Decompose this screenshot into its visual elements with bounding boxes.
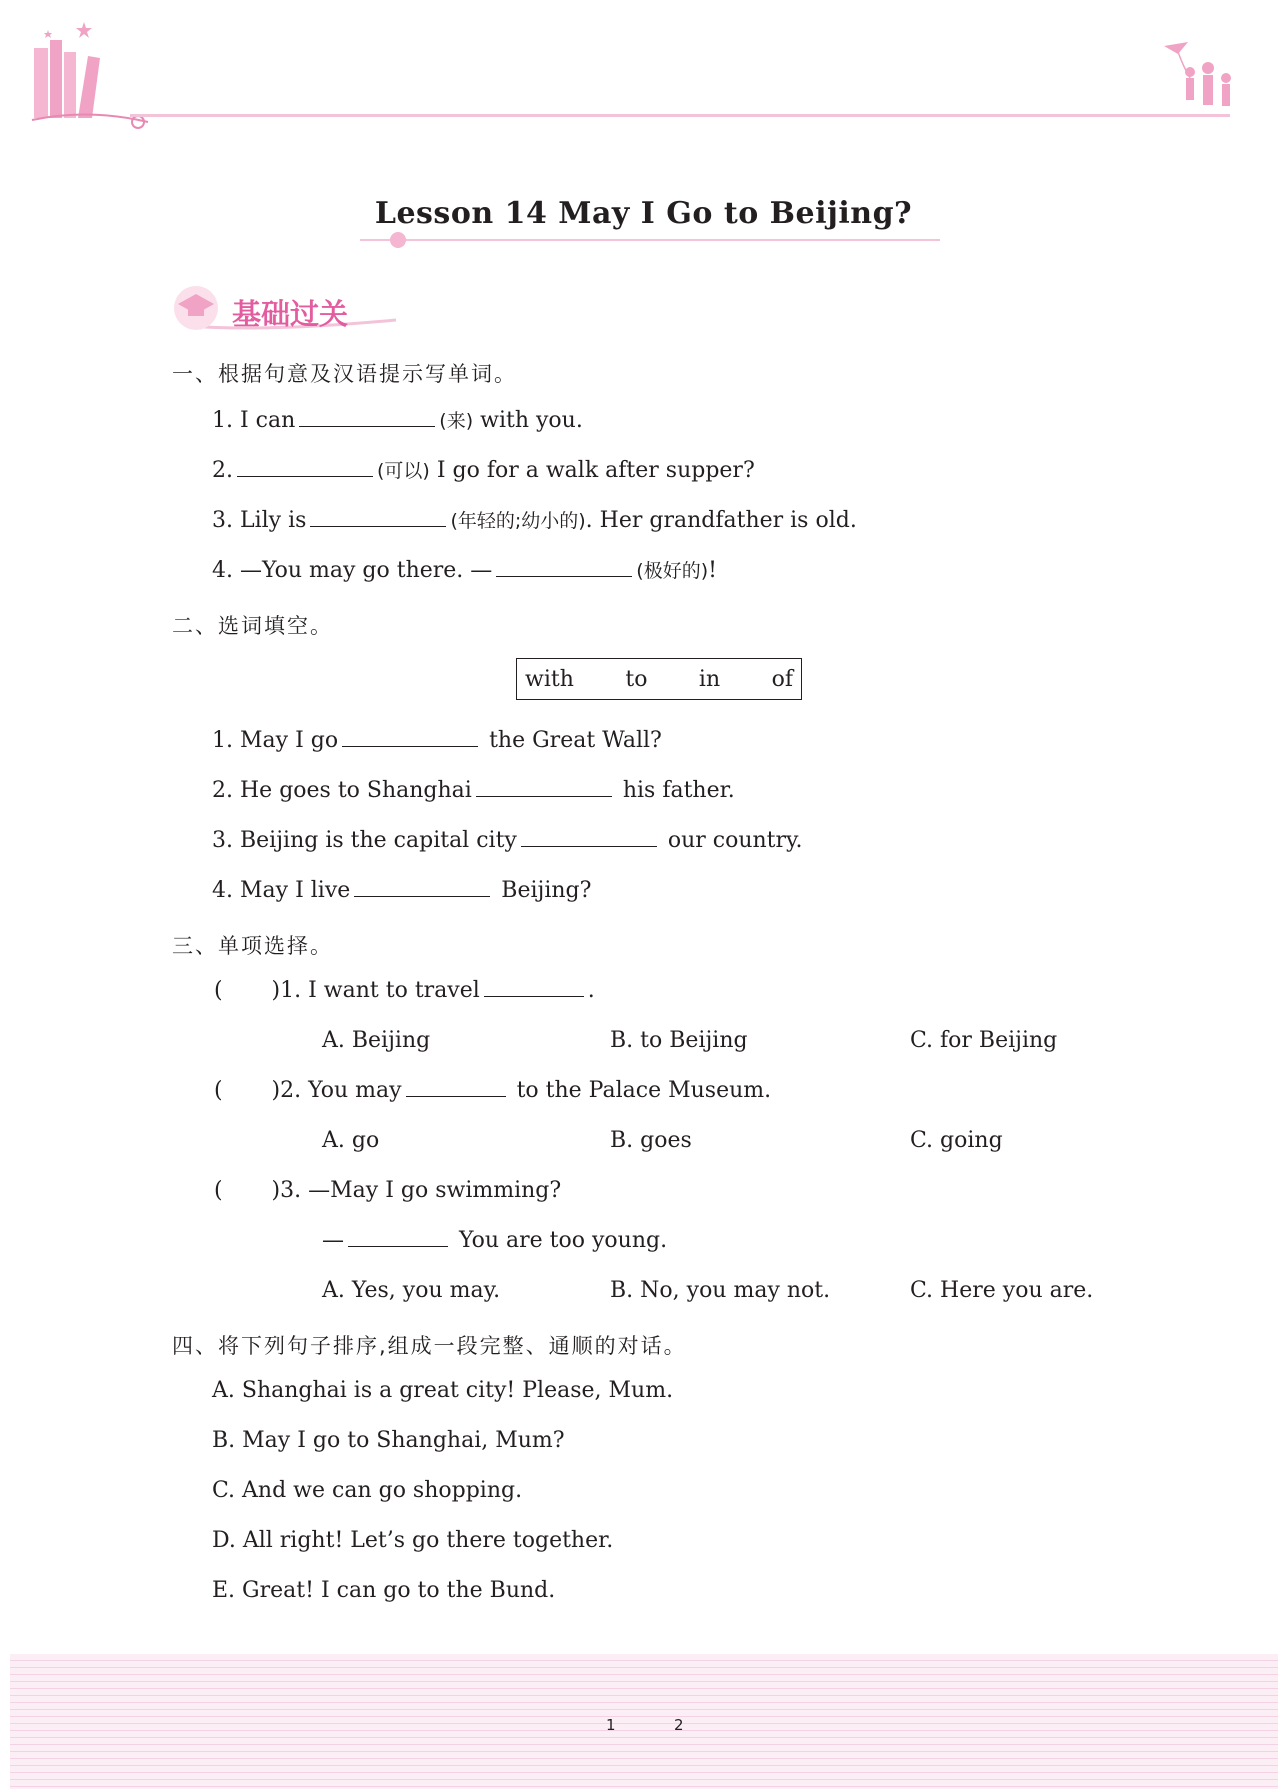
answer-blank[interactable] bbox=[310, 506, 446, 527]
part1-item-3: 3. Lily is (年轻的;幼小的). Her grandfather is old. bbox=[212, 508, 857, 533]
answer-blank[interactable] bbox=[521, 826, 657, 847]
question-2: ( )2. You may to the Palace Museum. bbox=[214, 1078, 772, 1103]
word-option: of bbox=[771, 666, 793, 692]
part2-heading: 二、选词填空。 bbox=[172, 614, 333, 638]
q3-option-a[interactable]: A. Yes, you may. bbox=[322, 1278, 501, 1303]
answer-blank[interactable] bbox=[237, 456, 373, 477]
header-line bbox=[130, 114, 1230, 117]
answer-blank[interactable] bbox=[496, 556, 632, 577]
answer-blank[interactable] bbox=[299, 406, 435, 427]
title-underline bbox=[360, 239, 940, 241]
q2-option-c[interactable]: C. going bbox=[910, 1128, 1003, 1153]
answer-blank[interactable] bbox=[406, 1076, 506, 1097]
q1-option-b[interactable]: B. to Beijing bbox=[610, 1028, 748, 1053]
q1-option-a[interactable]: A. Beijing bbox=[322, 1028, 431, 1053]
part2-item-2: 2. He goes to Shanghai his father. bbox=[212, 778, 735, 803]
answer-blank[interactable] bbox=[484, 976, 584, 997]
dialogue-sentence: B. May I go to Shanghai, Mum? bbox=[212, 1428, 565, 1453]
part4-heading: 四、将下列句子排序,组成一段完整、通顺的对话。 bbox=[172, 1334, 687, 1358]
word-option: in bbox=[698, 666, 721, 692]
children-kite-icon bbox=[1160, 38, 1240, 118]
part1-item-4: 4. —You may go there. — (极好的)! bbox=[212, 558, 717, 583]
title-dot bbox=[390, 232, 406, 248]
dialogue-sentence: C. And we can go shopping. bbox=[212, 1478, 523, 1503]
answer-paren[interactable]: ( bbox=[214, 1178, 272, 1203]
q1-option-c[interactable]: C. for Beijing bbox=[910, 1028, 1058, 1053]
answer-paren[interactable]: ( bbox=[214, 978, 272, 1003]
word-bank bbox=[516, 658, 802, 700]
dialogue-sentence: E. Great! I can go to the Bund. bbox=[212, 1578, 556, 1603]
dialogue-sentence: D. All right! Let’s go there together. bbox=[212, 1528, 614, 1553]
q3-option-c[interactable]: C. Here you are. bbox=[910, 1278, 1094, 1303]
word-option: with bbox=[525, 666, 574, 692]
page-title: Lesson 14 May I Go to Beijing? bbox=[374, 196, 913, 231]
section-title: 基础过关 bbox=[232, 297, 349, 331]
answer-blank[interactable] bbox=[342, 726, 478, 747]
dialogue-sentence: A. Shanghai is a great city! Please, Mum. bbox=[212, 1378, 674, 1403]
question-1: ( )1. I want to travel . bbox=[214, 978, 595, 1003]
q3-option-b[interactable]: B. No, you may not. bbox=[610, 1278, 831, 1303]
answer-paren[interactable]: ( bbox=[214, 1078, 272, 1103]
answer-blank[interactable] bbox=[476, 776, 612, 797]
question-3: ( )3. —May I go swimming? bbox=[214, 1178, 562, 1203]
page-number-right: 2 bbox=[674, 1716, 684, 1734]
question-3-line2: — You are too young. bbox=[322, 1228, 668, 1253]
part1-heading: 一、根据句意及汉语提示写单词。 bbox=[172, 362, 517, 386]
part3-heading: 三、单项选择。 bbox=[172, 934, 333, 958]
answer-blank[interactable] bbox=[348, 1226, 448, 1247]
part1-item-2: 2. (可以) I go for a walk after supper? bbox=[212, 458, 755, 483]
answer-blank[interactable] bbox=[354, 876, 490, 897]
part1-item-1: 1. I can (来) with you. bbox=[212, 408, 583, 433]
page-number-left: 1 bbox=[606, 1716, 616, 1734]
q2-option-a[interactable]: A. go bbox=[322, 1128, 380, 1153]
part2-item-4: 4. May I live Beijing? bbox=[212, 878, 592, 903]
word-option: to bbox=[625, 666, 648, 692]
footer-band bbox=[10, 1654, 1278, 1789]
q2-option-b[interactable]: B. goes bbox=[610, 1128, 692, 1153]
part2-item-1: 1. May I go the Great Wall? bbox=[212, 728, 662, 753]
part2-item-3: 3. Beijing is the capital city our country. bbox=[212, 828, 803, 853]
